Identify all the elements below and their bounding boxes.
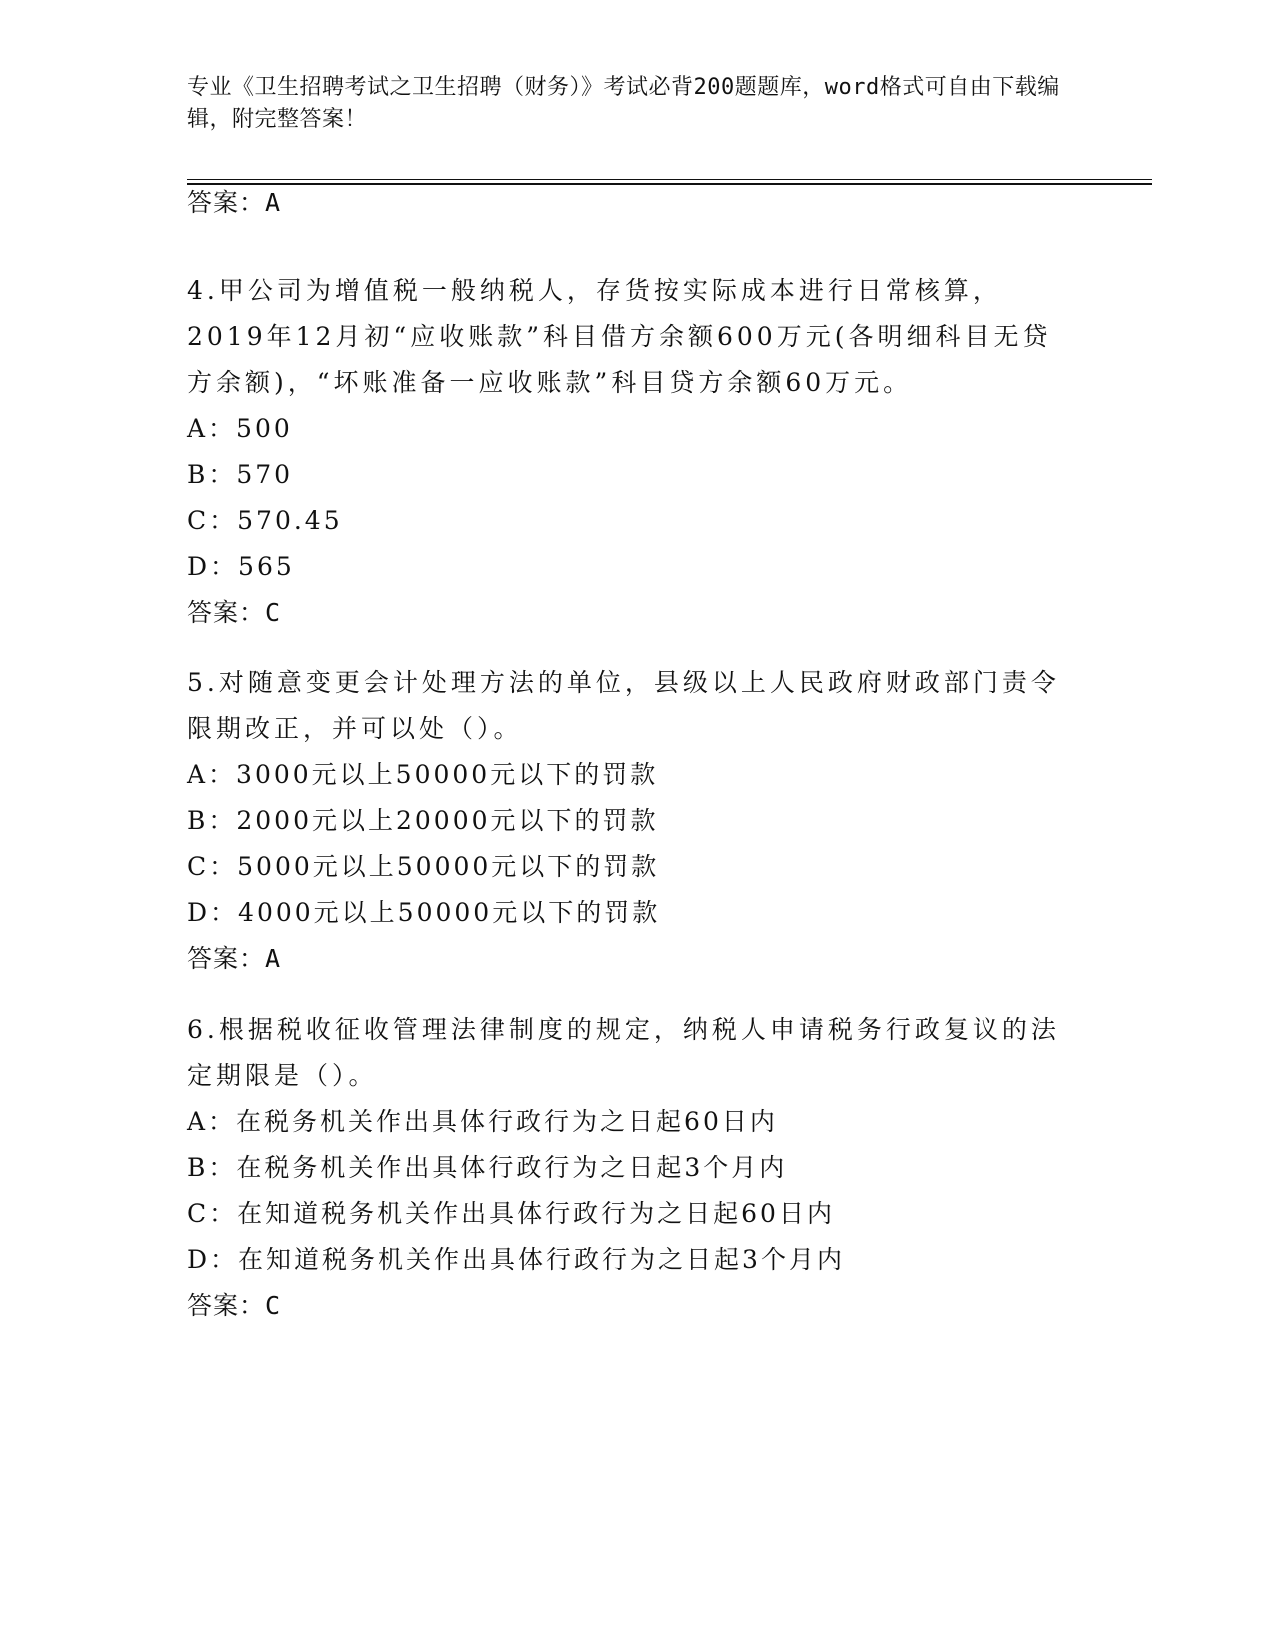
option-d: D：565 <box>187 552 295 581</box>
option-d: D：4000元以上50000元以下的罚款 <box>187 898 661 927</box>
option-a: A：在税务机关作出具体行政行为之日起60日内 <box>187 1107 778 1136</box>
answer-label: 答案： <box>187 598 266 627</box>
question-text: 4.甲公司为增值税一般纳税人，存货按实际成本进行日常核算，2019年12月初“应收账款”科目借方余额600万元(各明细科目无贷方余额)，“坏账准备一应收账款”科目贷方余额60万元。 <box>187 276 1052 397</box>
option-d: D：在知道税务机关作出具体行政行为之日起3个月内 <box>187 1245 845 1274</box>
answer-line <box>187 590 1067 636</box>
answer-line <box>187 180 1067 226</box>
option-c: C：在知道税务机关作出具体行政行为之日起60日内 <box>187 1199 835 1228</box>
answer-label: 答案： <box>187 1291 266 1320</box>
answer-line <box>187 1283 1067 1329</box>
question-text: 6.根据税收征收管理法律制度的规定，纳税人申请税务行政复议的法定期限是（）。 <box>187 1015 1060 1090</box>
option-c: C：570.45 <box>187 506 343 535</box>
answer-line <box>187 936 1067 982</box>
question-block-4 <box>187 268 1067 636</box>
option-b: B：570 <box>187 460 294 489</box>
question-text: 5.对随意变更会计处理方法的单位，县级以上人民政府财政部门责令限期改正，并可以处（）。 <box>187 668 1060 743</box>
option-c: C：5000元以上50000元以下的罚款 <box>187 852 660 881</box>
answer-label: 答案： <box>187 944 266 973</box>
answer-value: C <box>265 598 282 627</box>
question-block-6 <box>187 1007 1067 1329</box>
answer-value: C <box>265 1291 282 1320</box>
option-a: A：3000元以上50000元以下的罚款 <box>187 760 659 789</box>
option-b: B：2000元以上20000元以下的罚款 <box>187 806 659 835</box>
document-header: 专业《卫生招聘考试之卫生招聘（财务）》考试必背200题题库，word格式可自由下载编辑，附完整答案！ <box>187 75 1060 132</box>
option-a: A：500 <box>187 414 293 443</box>
question-block-5 <box>187 660 1067 982</box>
option-b: B：在税务机关作出具体行政行为之日起3个月内 <box>187 1153 788 1182</box>
answer-value: A <box>265 944 282 973</box>
answer-label: 答案： <box>187 188 266 217</box>
answer-value: A <box>265 188 282 217</box>
question-block-3-answer <box>187 180 1067 226</box>
